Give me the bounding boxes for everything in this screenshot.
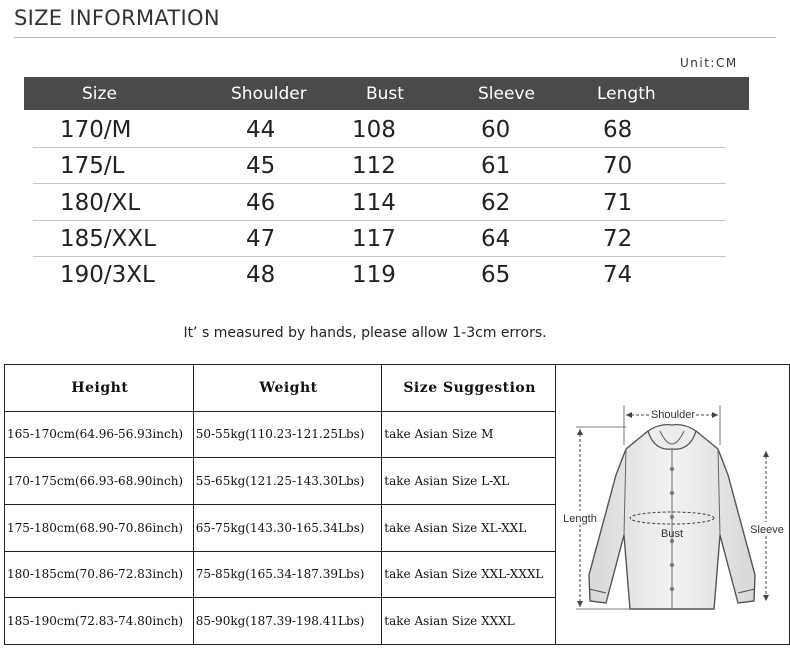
unit-label: Unit:CM [680, 56, 738, 70]
bust-cell: 119 [352, 262, 396, 288]
measurement-note: It’ s measured by hands, please allow 1-3cm errors. [183, 325, 547, 341]
size-suggestion-cell: take Asian Size M [382, 411, 556, 458]
size-suggestion-cell: take Asian Size XL-XXL [382, 504, 556, 551]
length-label: Length [563, 513, 597, 525]
weight-cell: 85-90kg(187.39-198.41Lbs) [193, 598, 382, 645]
sleeve-column-header: Sleeve [478, 84, 535, 104]
bust-cell: 108 [352, 117, 396, 143]
table-header-row [5, 365, 790, 412]
bust-column-header: Bust [366, 84, 404, 104]
length-column-header: Length [597, 84, 656, 104]
weight-cell: 75-85kg(165.34-187.39Lbs) [193, 551, 382, 598]
size-row [33, 185, 726, 221]
row-divider [33, 183, 726, 184]
shoulder-label: Shoulder [650, 409, 695, 421]
weight-cell: 65-75kg(143.30-165.34Lbs) [193, 504, 382, 551]
size-suggestion-cell: take Asian Size XXXL [382, 598, 556, 645]
size-row [33, 148, 726, 184]
bust-label: Bust [660, 528, 683, 540]
size-cell: 185/XXL [60, 226, 156, 252]
weight-cell: 50-55kg(110.23-121.25Lbs) [193, 411, 382, 458]
height-cell: 170-175cm(66.93-68.90inch) [5, 458, 194, 505]
length-cell: 71 [603, 190, 633, 216]
size-suggestion-cell: take Asian Size L-XL [382, 458, 556, 505]
size-chart-header [24, 77, 749, 110]
sleeve-cell: 62 [481, 190, 511, 216]
sleeve-cell: 60 [481, 117, 511, 143]
shoulder-column-header: Shoulder [231, 84, 307, 104]
weight-cell: 55-65kg(121.25-143.30Lbs) [193, 458, 382, 505]
sleeve-cell: 61 [481, 153, 511, 179]
sleeve-cell: 65 [481, 262, 511, 288]
bust-cell: 117 [352, 226, 396, 252]
size-row [33, 112, 726, 148]
weight-column-header: Weight [193, 365, 382, 412]
page-title: SIZE INFORMATION [14, 6, 220, 30]
size-cell: 175/L [60, 153, 125, 179]
size-row [33, 221, 726, 257]
shirt-diagram-cell [555, 365, 789, 645]
bust-cell: 114 [352, 190, 396, 216]
shoulder-cell: 46 [246, 190, 276, 216]
title-divider [14, 37, 776, 38]
sleeve-cell: 64 [481, 226, 511, 252]
length-cell: 68 [603, 117, 633, 143]
shirt-measurement-diagram [556, 365, 789, 641]
shoulder-cell: 48 [246, 262, 276, 288]
height-cell: 185-190cm(72.83-74.80inch) [5, 598, 194, 645]
size-suggestion-column-header: Size Suggestion [382, 365, 556, 412]
bust-cell: 112 [352, 153, 396, 179]
size-column-header: Size [82, 84, 117, 104]
length-cell: 72 [603, 226, 633, 252]
shoulder-cell: 47 [246, 226, 276, 252]
shoulder-cell: 45 [246, 153, 276, 179]
length-cell: 70 [603, 153, 633, 179]
size-cell: 180/XL [60, 190, 141, 216]
size-suggestion-table [4, 364, 790, 645]
size-cell: 190/3XL [60, 262, 155, 288]
height-column-header: Height [5, 365, 194, 412]
height-cell: 165-170cm(64.96-56.93inch) [5, 411, 194, 458]
length-cell: 74 [603, 262, 633, 288]
height-cell: 180-185cm(70.86-72.83inch) [5, 551, 194, 598]
size-suggestion-cell: take Asian Size XXL-XXXL [382, 551, 556, 598]
height-cell: 175-180cm(68.90-70.86inch) [5, 504, 194, 551]
size-cell: 170/M [60, 117, 132, 143]
shoulder-cell: 44 [246, 117, 276, 143]
sleeve-label: Sleeve [750, 524, 784, 536]
size-row [33, 257, 726, 293]
